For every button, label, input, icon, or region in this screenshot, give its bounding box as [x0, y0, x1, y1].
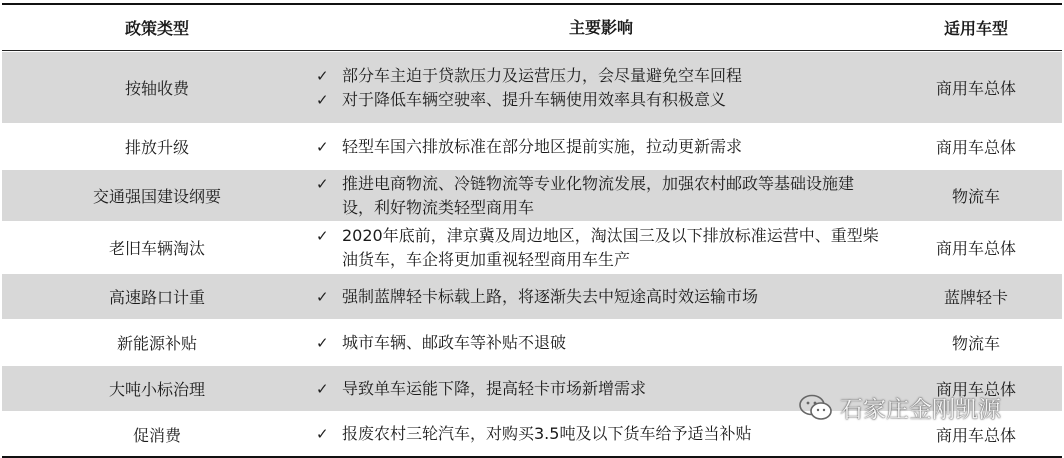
policy-type-cell: 大吨小标治理	[108, 380, 205, 399]
impact-cell	[312, 331, 890, 355]
policy-type-cell: 促消费	[132, 425, 181, 445]
vehicle-type-cell: 商用车总体	[935, 79, 1016, 98]
policy-table	[2, 3, 1062, 458]
table-row	[2, 51, 1062, 123]
check-icon: ✓	[316, 137, 329, 156]
policy-type-cell: 排放升级	[124, 138, 189, 157]
impact-item	[312, 172, 890, 220]
table-row	[2, 169, 1062, 221]
vehicle-type-cell: 物流车	[951, 187, 1000, 206]
impact-item	[312, 224, 890, 272]
impact-cell	[312, 224, 890, 272]
check-icon: ✓	[316, 174, 329, 193]
impact-text: 报废农村三轮汽车，对购买3.5吨及以下货车给予适当补贴	[342, 424, 752, 443]
check-icon: ✓	[316, 66, 329, 85]
impact-cell	[312, 422, 890, 446]
table-row	[2, 123, 1062, 169]
impact-cell	[312, 172, 890, 220]
policy-type-cell: 新能源补贴	[116, 334, 197, 353]
check-icon: ✓	[316, 333, 329, 352]
check-icon: ✓	[316, 287, 329, 306]
impact-text: 推进电商物流、冷链物流等专业化物流发展，加强农村邮政等基础设施建设，利好物流类轻型商用车	[342, 173, 855, 217]
header-policy-type: 政策类型	[124, 19, 189, 38]
policy-type-cell: 老旧车辆淘汰	[108, 239, 205, 258]
impact-item	[312, 135, 890, 159]
impact-item	[312, 422, 890, 446]
policy-type-cell: 按轴收费	[124, 79, 189, 98]
vehicle-type-cell: 物流车	[951, 334, 1000, 353]
header-main-impact: 主要影响	[568, 17, 633, 37]
policy-type-cell: 高速路口计重	[108, 288, 205, 307]
impact-cell	[312, 64, 890, 112]
impact-text: 城市车辆、邮政车等补贴不退破	[342, 332, 567, 352]
policy-type-cell: 交通强国建设纲要	[92, 187, 221, 206]
impact-item	[312, 285, 890, 309]
impact-text: 对于降低车辆空驶率、提升车辆使用效率具有积极意义	[342, 89, 727, 109]
impact-item	[312, 331, 890, 355]
header-vehicle-type: 适用车型	[943, 19, 1008, 38]
table-row	[2, 319, 1062, 365]
watermark-text: 石家庄金刚凯源	[840, 397, 1001, 423]
table-row	[2, 221, 1062, 273]
impact-text: 强制蓝牌轻卡标载上路，将逐渐失去中短途高时效运输市场	[342, 286, 759, 306]
table-row	[2, 273, 1062, 319]
impact-text: 2020年底前，津京冀及周边地区，淘汰国三及以下排放标准运营中、重型柴油货车，车企将更加重视轻型商用车生产	[342, 225, 879, 269]
check-icon: ✓	[316, 90, 329, 109]
impact-cell	[312, 135, 890, 159]
impact-text: 轻型车国六排放标准在部分地区提前实施，拉动更新需求	[342, 136, 743, 156]
vehicle-type-cell: 商用车总体	[935, 138, 1016, 157]
check-icon: ✓	[316, 226, 329, 245]
impact-item	[312, 64, 890, 88]
impact-cell	[312, 285, 890, 309]
vehicle-type-cell: 蓝牌轻卡	[943, 288, 1008, 307]
wechat-icon	[798, 393, 834, 423]
check-icon: ✓	[316, 379, 329, 398]
watermark	[798, 391, 1001, 424]
impact-item	[312, 88, 890, 112]
vehicle-type-cell: 商用车总体	[935, 425, 1016, 445]
vehicle-type-cell: 商用车总体	[935, 239, 1016, 258]
impact-text: 导致单车运能下降，提高轻卡市场新增需求	[342, 378, 647, 398]
check-icon: ✓	[316, 425, 329, 443]
table-header	[2, 5, 1062, 51]
impact-text: 部分车主迫于贷款压力及运营压力，会尽量避免空车回程	[342, 65, 743, 85]
vehicle-type-cell: 商用车总体	[935, 380, 1016, 399]
